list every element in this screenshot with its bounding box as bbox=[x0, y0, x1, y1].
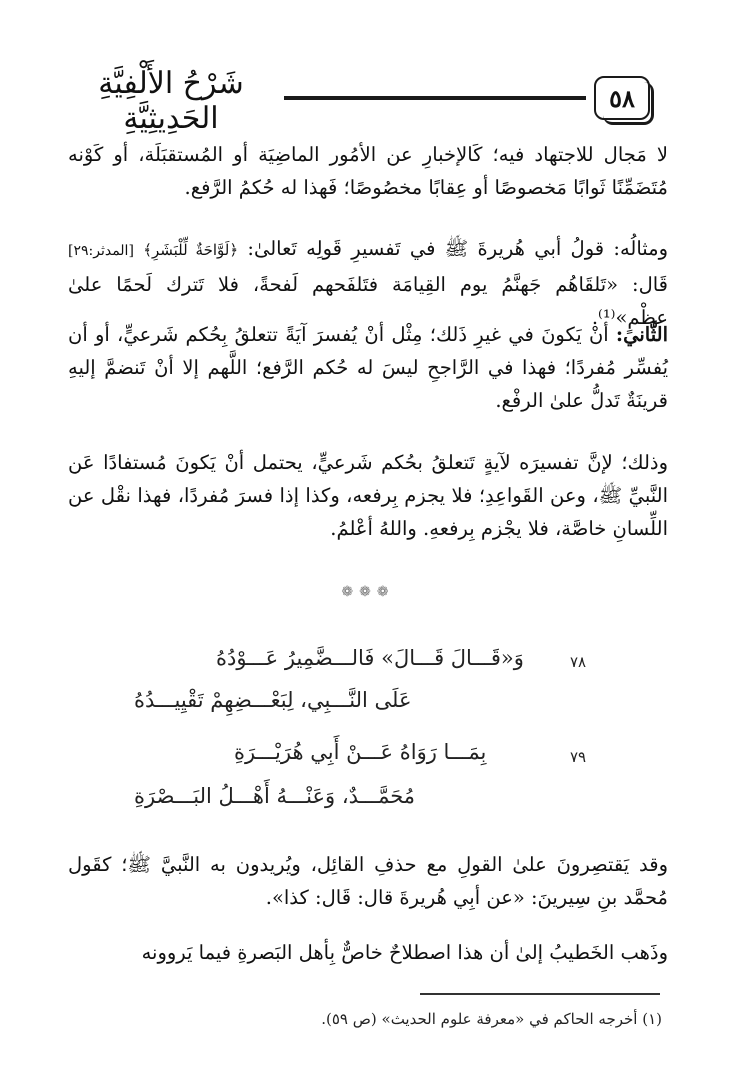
page-header bbox=[0, 0, 736, 136]
sentence-end: . bbox=[591, 306, 599, 329]
paragraph-intro bbox=[68, 138, 668, 204]
paragraph-omission bbox=[68, 848, 668, 914]
second-body: أنْ يَكونَ في غيرِ ذَلك؛ مِثْل أنْ يُفسرَ آيَةً تتعلقُ بِحُكم شَرعيٍّ، أو أن يُفسِّر مُفردًا؛ فهذا في الرَّاجحِ ليسَ له حُكم الرَّفع؛ اللَّهم إلا أنْ تَنضمَّ إليهِ قرينَةٌ تَدلُّ علىٰ الرفْع. bbox=[68, 323, 668, 412]
paragraph-reasoning bbox=[68, 446, 668, 545]
verse-hemistich-first: وَ«قَـــالَ قَـــالَ» فَالـــضَّمِيرُ عَـــوْدُهُ bbox=[216, 646, 524, 670]
verse-number: ٧٨ bbox=[570, 653, 587, 671]
example-mid: في تَفسيرِ قَولِه تَعالىٰ: bbox=[247, 237, 436, 260]
verse-number: ٧٩ bbox=[570, 748, 587, 766]
footnote-divider bbox=[420, 993, 660, 995]
paragraph-1-text: لا مَجال للاجتهاد فيه؛ كَالإخبارِ عن الأمُور الماضِيَة أو المُستقبَلَة، أو كَوْنه مُتَضَمِّنًا ثَوابًا مَخصوصًا أو عِقابًا مخصُوصًا؛ فَهذا له حُكمُ الرَّفع. bbox=[68, 143, 668, 199]
footnote-marker: ⁽¹⁾ bbox=[598, 306, 616, 329]
paragraph-second bbox=[68, 318, 668, 417]
paragraph-5-text: وقد يَقتصِرونَ علىٰ القولِ مع حذفِ القائِل، ويُريدون به النَّبيَّ ﷺ؛ كقَول مُحمَّد بنِ سِيرينَ: «عن أبِي هُريرةَ قال: قَال: كذا». bbox=[68, 853, 668, 909]
example-lead: ومثالُه: قولُ أبي هُريرةَ bbox=[477, 237, 669, 260]
ayah-reference: [المدثر:٢٩] bbox=[68, 243, 134, 259]
second-heading: الثَّاني: bbox=[615, 323, 668, 346]
quran-ayah: ﴿لَوَّاحَةٌ لِّلْبَشَرِ﴾ bbox=[143, 241, 239, 259]
verse-hemistich-second: عَلَى النَّـــبِي، لِبَعْـــضِهِمْ تَقْيِيـــدُهُ bbox=[134, 688, 412, 712]
page-number: ٥٨ bbox=[594, 76, 650, 120]
header-rule bbox=[284, 96, 586, 100]
verse-hemistich-first: بِمَـــا رَوَاهُ عَـــنْ أَبِي هُرَيْـــرَةِ bbox=[234, 740, 487, 764]
paragraph-6-text: وذَهب الخَطيبُ إلىٰ أن هذا اصطلاحٌ خاصٌّ بِأهل البَصرةِ فيما يَروونه bbox=[141, 941, 668, 964]
section-separator: ❁❁❁ bbox=[341, 584, 395, 600]
paragraph-khatib bbox=[68, 936, 668, 969]
verse-hemistich-second: مُحَمَّـــدٌ، وَعَنْـــهُ أَهْـــلُ البَـــصْرَةِ bbox=[134, 784, 416, 808]
book-title: شَرْحُ الأَلْفِيَّةِ الحَدِيثِيَّةِ bbox=[98, 66, 244, 136]
paragraph-3-text bbox=[68, 318, 668, 417]
paragraph-4-text: وذلك؛ لإنَّ تفسيرَه لآيةٍ تَتعلقُ بحُكم شَرعيٍّ، يحتمل أنْ يَكونَ مُستفادًا عَن النَّبيِّ ﷺ، وعن القَواعِدِ؛ فلا يجزم بِرفعه، وكذا إذا فسرَ مُفردًا، فهذا نقْل عن اللِّسانِ خاصَّة، فلا يجْزم بِرفعهِ. واللهُ أعْلمُ. bbox=[68, 451, 668, 540]
honorific-symbol: ﷺ bbox=[444, 237, 469, 260]
footnote: (١) أخرجه الحاكم في «معرفة علوم الحديث» (ص ٥٩). bbox=[321, 1010, 662, 1028]
hadith-quote: قَال: «تَلقَاهُم جَهنَّمُ يوم القِيامَة فتَلفَحهم لَفحةً، فلا تَترك لَحمًا علىٰ عظْمٍ» bbox=[68, 273, 668, 329]
